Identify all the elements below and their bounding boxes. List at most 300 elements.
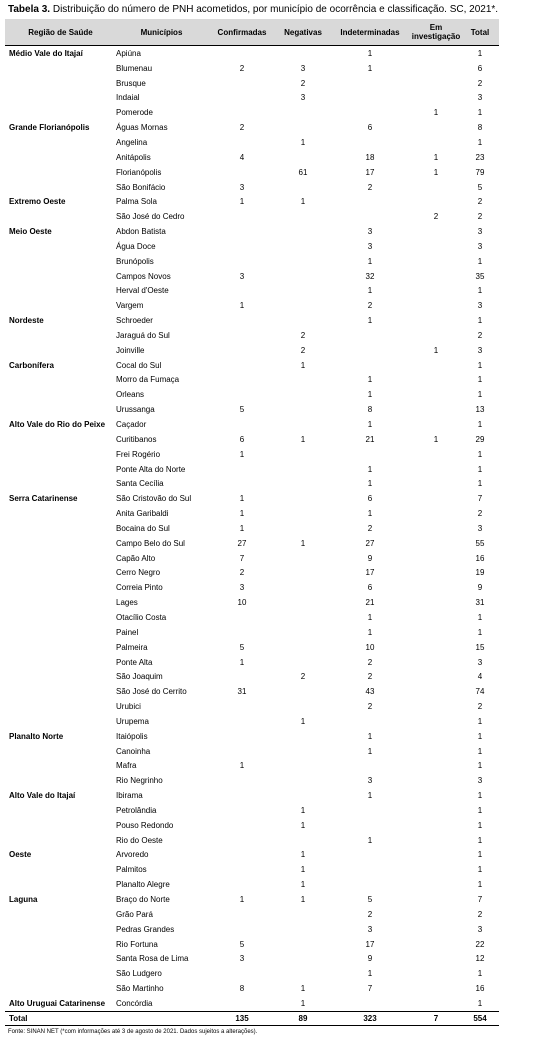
indeterminadas-cell: 2 xyxy=(367,672,373,682)
municipio-cell: Otacílio Costa xyxy=(116,612,167,622)
regiao-cell xyxy=(5,580,116,595)
table-header-row xyxy=(5,19,499,46)
regiao-cell xyxy=(5,951,116,966)
total-cell: 2 xyxy=(477,909,483,919)
em-investigacao-cell xyxy=(411,328,461,343)
municipio-cell: Capão Alto xyxy=(116,553,156,563)
em-investigacao-cell xyxy=(411,521,461,536)
total-cell: 1 xyxy=(477,880,483,890)
em-investigacao-cell xyxy=(411,759,461,774)
total-cell: 1 xyxy=(477,464,483,474)
confirmadas-cell: 4 xyxy=(239,152,245,162)
header-total: Total xyxy=(461,19,499,46)
confirmadas-cell xyxy=(207,699,277,714)
total-cell: 2 xyxy=(477,197,483,207)
indeterminadas-cell: 1 xyxy=(367,420,373,430)
total-cell: 3 xyxy=(477,924,483,934)
municipio-cell: Concórdia xyxy=(116,998,153,1008)
table-row xyxy=(5,566,499,581)
regiao-cell xyxy=(5,625,116,640)
confirmadas-cell xyxy=(207,417,277,432)
total-negativas: 89 xyxy=(277,1011,329,1025)
regiao-cell xyxy=(5,105,116,120)
confirmadas-cell xyxy=(207,922,277,937)
em-investigacao-cell xyxy=(411,625,461,640)
table-row xyxy=(5,699,499,714)
municipio-cell: São Joaquim xyxy=(116,672,163,682)
municipio-cell: Caçador xyxy=(116,420,147,430)
regiao-cell: Médio Vale do Itajaí xyxy=(9,48,83,58)
total-cell: 1 xyxy=(477,820,483,830)
municipio-cell: Pedras Grandes xyxy=(116,924,175,934)
table-row xyxy=(5,729,499,744)
indeterminadas-cell: 3 xyxy=(367,227,373,237)
table-row xyxy=(5,803,499,818)
em-investigacao-cell: 1 xyxy=(433,345,439,355)
confirmadas-cell xyxy=(207,462,277,477)
indeterminadas-cell xyxy=(329,759,411,774)
confirmadas-cell xyxy=(207,209,277,224)
total-cell: 29 xyxy=(475,434,485,444)
table-row xyxy=(5,417,499,432)
table-row xyxy=(5,328,499,343)
total-cell: 9 xyxy=(477,583,483,593)
negativas-cell xyxy=(277,387,329,402)
total-total: 554 xyxy=(461,1011,499,1025)
negativas-cell xyxy=(277,506,329,521)
em-investigacao-cell xyxy=(411,640,461,655)
indeterminadas-cell: 8 xyxy=(367,405,373,415)
em-investigacao-cell xyxy=(411,462,461,477)
regiao-cell xyxy=(5,744,116,759)
table-row xyxy=(5,150,499,165)
table-row xyxy=(5,744,499,759)
indeterminadas-cell xyxy=(329,818,411,833)
indeterminadas-cell: 6 xyxy=(367,123,373,133)
em-investigacao-cell xyxy=(411,476,461,491)
confirmadas-cell xyxy=(207,313,277,328)
total-cell: 1 xyxy=(477,286,483,296)
confirmadas-cell xyxy=(207,848,277,863)
regiao-cell xyxy=(5,536,116,551)
table-row xyxy=(5,788,499,803)
em-investigacao-cell xyxy=(411,373,461,388)
regiao-cell xyxy=(5,402,116,417)
indeterminadas-cell: 1 xyxy=(367,464,373,474)
regiao-cell xyxy=(5,269,116,284)
negativas-cell xyxy=(277,907,329,922)
municipio-cell: Cerro Negro xyxy=(116,568,161,578)
municipio-cell: Palmitos xyxy=(116,865,147,875)
em-investigacao-cell xyxy=(411,966,461,981)
em-investigacao-cell xyxy=(411,699,461,714)
municipio-cell: Ponte Alta xyxy=(116,657,153,667)
em-investigacao-cell: 2 xyxy=(433,212,439,222)
table-row xyxy=(5,521,499,536)
total-cell: 7 xyxy=(477,895,483,905)
indeterminadas-cell xyxy=(329,328,411,343)
source-note: Fonte: SINAN NET (*com informações até 3 de agosto de 2021. Dados sujeitos a alterações). xyxy=(8,1029,258,1035)
em-investigacao-cell xyxy=(411,744,461,759)
total-cell: 23 xyxy=(475,152,485,162)
table-row xyxy=(5,625,499,640)
indeterminadas-cell xyxy=(329,91,411,106)
total-cell: 1 xyxy=(477,835,483,845)
municipio-cell: Rio Negrinho xyxy=(116,776,163,786)
em-investigacao-cell xyxy=(411,669,461,684)
municipio-cell: São Bonifácio xyxy=(116,182,166,192)
table-row xyxy=(5,46,499,61)
table-row xyxy=(5,432,499,447)
regiao-cell xyxy=(5,373,116,388)
total-cell: 74 xyxy=(475,687,485,697)
confirmadas-cell xyxy=(207,669,277,684)
negativas-cell xyxy=(277,759,329,774)
municipio-cell: Urubici xyxy=(116,702,141,712)
municipio-cell: Ibirama xyxy=(116,791,143,801)
municipio-cell: Pouso Redondo xyxy=(116,820,174,830)
em-investigacao-cell xyxy=(411,788,461,803)
table-row xyxy=(5,120,499,135)
negativas-cell: 1 xyxy=(300,538,306,548)
total-cell: 1 xyxy=(477,805,483,815)
municipio-cell: Indaial xyxy=(116,93,140,103)
table-row xyxy=(5,610,499,625)
negativas-cell xyxy=(277,580,329,595)
negativas-cell xyxy=(277,462,329,477)
total-cell: 1 xyxy=(477,850,483,860)
negativas-cell xyxy=(277,120,329,135)
municipio-cell: Orleans xyxy=(116,390,145,400)
table-title-label: Tabela 3. xyxy=(8,4,51,15)
confirmadas-cell xyxy=(207,833,277,848)
total-cell: 16 xyxy=(475,984,485,994)
table-row xyxy=(5,402,499,417)
municipio-cell: Apiúna xyxy=(116,48,141,58)
municipio-cell: Rio Fortuna xyxy=(116,939,158,949)
municipio-cell: Brusque xyxy=(116,78,146,88)
negativas-cell: 1 xyxy=(300,850,306,860)
indeterminadas-cell xyxy=(329,209,411,224)
indeterminadas-cell: 17 xyxy=(365,167,375,177)
table-row xyxy=(5,669,499,684)
negativas-cell xyxy=(277,699,329,714)
em-investigacao-cell xyxy=(411,284,461,299)
regiao-cell: Nordeste xyxy=(9,316,44,326)
table-row xyxy=(5,640,499,655)
negativas-cell xyxy=(277,640,329,655)
regiao-cell xyxy=(5,432,116,447)
negativas-cell xyxy=(277,551,329,566)
regiao-cell xyxy=(5,862,116,877)
confirmadas-cell xyxy=(207,46,277,61)
total-cell: 3 xyxy=(477,657,483,667)
negativas-cell: 61 xyxy=(298,167,308,177)
regiao-cell xyxy=(5,922,116,937)
table-row xyxy=(5,536,499,551)
table-row xyxy=(5,877,499,892)
total-confirmadas: 135 xyxy=(207,1011,277,1025)
indeterminadas-cell: 2 xyxy=(367,301,373,311)
indeterminadas-cell: 1 xyxy=(367,791,373,801)
municipio-cell: Grão Pará xyxy=(116,909,153,919)
confirmadas-cell xyxy=(207,966,277,981)
indeterminadas-cell: 17 xyxy=(365,939,375,949)
municipio-cell: Braço do Norte xyxy=(116,895,170,905)
confirmadas-cell xyxy=(207,91,277,106)
total-cell: 3 xyxy=(477,523,483,533)
em-investigacao-cell xyxy=(411,239,461,254)
total-cell: 35 xyxy=(475,271,485,281)
total-cell: 1 xyxy=(477,612,483,622)
em-investigacao-cell xyxy=(411,551,461,566)
municipio-cell: São Ludgero xyxy=(116,969,162,979)
regiao-cell xyxy=(5,773,116,788)
total-cell: 1 xyxy=(477,360,483,370)
confirmadas-cell: 1 xyxy=(239,657,245,667)
negativas-cell xyxy=(277,655,329,670)
table-title xyxy=(8,4,498,15)
regiao-cell xyxy=(5,877,116,892)
negativas-cell: 3 xyxy=(300,93,306,103)
em-investigacao-cell xyxy=(411,729,461,744)
negativas-cell xyxy=(277,402,329,417)
municipio-cell: Urupema xyxy=(116,716,149,726)
total-cell: 3 xyxy=(477,227,483,237)
em-investigacao-cell xyxy=(411,224,461,239)
indeterminadas-cell: 1 xyxy=(367,509,373,519)
negativas-cell xyxy=(277,625,329,640)
confirmadas-cell xyxy=(207,729,277,744)
regiao-cell xyxy=(5,566,116,581)
table-row xyxy=(5,224,499,239)
total-cell: 7 xyxy=(477,494,483,504)
table-row xyxy=(5,476,499,491)
table-row xyxy=(5,580,499,595)
regiao-cell xyxy=(5,254,116,269)
total-cell: 2 xyxy=(477,212,483,222)
em-investigacao-cell xyxy=(411,951,461,966)
table-title-text: Distribuição do número de PNH acometidos, por município de ocorrência e classificação. SC, 2021*. xyxy=(50,4,499,15)
indeterminadas-cell: 1 xyxy=(367,316,373,326)
regiao-cell xyxy=(5,150,116,165)
municipio-cell: Planalto Alegre xyxy=(116,880,170,890)
total-cell: 12 xyxy=(475,954,485,964)
indeterminadas-cell xyxy=(329,803,411,818)
total-cell: 1 xyxy=(477,479,483,489)
municipio-cell: Urussanga xyxy=(116,405,155,415)
confirmadas-cell: 8 xyxy=(239,984,245,994)
regiao-cell: Serra Catarinense xyxy=(9,494,78,504)
confirmadas-cell xyxy=(207,373,277,388)
confirmadas-cell xyxy=(207,254,277,269)
table-row xyxy=(5,966,499,981)
confirmadas-cell xyxy=(207,773,277,788)
total-cell: 19 xyxy=(475,568,485,578)
regiao-cell xyxy=(5,447,116,462)
negativas-cell xyxy=(277,521,329,536)
table-row xyxy=(5,684,499,699)
negativas-cell: 2 xyxy=(300,672,306,682)
em-investigacao-cell xyxy=(411,862,461,877)
confirmadas-cell xyxy=(207,610,277,625)
table-row xyxy=(5,848,499,863)
confirmadas-cell xyxy=(207,862,277,877)
municipio-cell: Cocal do Sul xyxy=(116,360,162,370)
table-row xyxy=(5,818,499,833)
confirmadas-cell: 1 xyxy=(239,301,245,311)
indeterminadas-cell: 1 xyxy=(367,48,373,58)
indeterminadas-cell: 2 xyxy=(367,182,373,192)
regiao-cell xyxy=(5,655,116,670)
em-investigacao-cell xyxy=(411,91,461,106)
table-row xyxy=(5,135,499,150)
indeterminadas-cell: 1 xyxy=(367,63,373,73)
total-indeterminadas: 323 xyxy=(329,1011,411,1025)
em-investigacao-cell xyxy=(411,194,461,209)
em-investigacao-cell xyxy=(411,120,461,135)
confirmadas-cell: 6 xyxy=(239,434,245,444)
em-investigacao-cell xyxy=(411,313,461,328)
regiao-cell xyxy=(5,699,116,714)
regiao-cell: Alto Vale do Rio do Peixe xyxy=(9,420,106,430)
confirmadas-cell xyxy=(207,358,277,373)
indeterminadas-cell xyxy=(329,76,411,91)
confirmadas-cell: 3 xyxy=(239,583,245,593)
indeterminadas-cell: 6 xyxy=(367,494,373,504)
table-row xyxy=(5,284,499,299)
confirmadas-cell: 3 xyxy=(239,182,245,192)
confirmadas-cell xyxy=(207,76,277,91)
table-row xyxy=(5,61,499,76)
total-cell: 1 xyxy=(477,865,483,875)
confirmadas-cell xyxy=(207,803,277,818)
negativas-cell xyxy=(277,373,329,388)
table-row xyxy=(5,209,499,224)
regiao-cell xyxy=(5,803,116,818)
regiao-cell xyxy=(5,759,116,774)
confirmadas-cell xyxy=(207,387,277,402)
total-cell: 31 xyxy=(475,598,485,608)
negativas-cell: 2 xyxy=(300,78,306,88)
em-investigacao-cell xyxy=(411,610,461,625)
confirmadas-cell xyxy=(207,877,277,892)
em-investigacao-cell xyxy=(411,937,461,952)
table-row xyxy=(5,76,499,91)
confirmadas-cell: 1 xyxy=(239,197,245,207)
table-row xyxy=(5,862,499,877)
total-cell: 8 xyxy=(477,123,483,133)
total-row xyxy=(5,1011,499,1025)
regiao-cell xyxy=(5,76,116,91)
total-cell: 1 xyxy=(477,420,483,430)
em-investigacao-cell xyxy=(411,402,461,417)
municipio-cell: Brunópolis xyxy=(116,256,154,266)
regiao-cell xyxy=(5,284,116,299)
total-cell: 3 xyxy=(477,301,483,311)
em-investigacao-cell xyxy=(411,714,461,729)
confirmadas-cell: 2 xyxy=(239,568,245,578)
confirmadas-cell xyxy=(207,625,277,640)
indeterminadas-cell: 7 xyxy=(367,984,373,994)
em-investigacao-cell xyxy=(411,76,461,91)
municipio-cell: Schroeder xyxy=(116,316,153,326)
municipio-cell: Ponte Alta do Norte xyxy=(116,464,186,474)
table-row xyxy=(5,165,499,180)
municipio-cell: Palmeira xyxy=(116,642,148,652)
indeterminadas-cell: 9 xyxy=(367,954,373,964)
table-row xyxy=(5,298,499,313)
municipio-cell: Arvoredo xyxy=(116,850,149,860)
total-cell: 1 xyxy=(477,731,483,741)
confirmadas-cell: 1 xyxy=(239,449,245,459)
indeterminadas-cell xyxy=(329,194,411,209)
indeterminadas-cell: 2 xyxy=(367,523,373,533)
table-row xyxy=(5,996,499,1011)
negativas-cell xyxy=(277,833,329,848)
total-cell: 1 xyxy=(477,316,483,326)
table-row xyxy=(5,194,499,209)
regiao-cell xyxy=(5,818,116,833)
negativas-cell xyxy=(277,254,329,269)
negativas-cell: 1 xyxy=(300,197,306,207)
em-investigacao-cell xyxy=(411,907,461,922)
negativas-cell: 1 xyxy=(300,434,306,444)
pnh-table xyxy=(5,19,499,1026)
indeterminadas-cell: 2 xyxy=(367,702,373,712)
confirmadas-cell xyxy=(207,744,277,759)
municipio-cell: Morro da Fumaça xyxy=(116,375,180,385)
table-row xyxy=(5,239,499,254)
em-investigacao-cell xyxy=(411,892,461,907)
confirmadas-cell: 3 xyxy=(239,271,245,281)
table-row xyxy=(5,892,499,907)
regiao-cell xyxy=(5,907,116,922)
indeterminadas-cell: 1 xyxy=(367,627,373,637)
regiao-cell xyxy=(5,298,116,313)
total-cell: 4 xyxy=(477,672,483,682)
indeterminadas-cell xyxy=(329,848,411,863)
total-cell: 1 xyxy=(477,716,483,726)
total-cell: 1 xyxy=(477,108,483,118)
header-confirmadas: Confirmadas xyxy=(207,19,277,46)
em-investigacao-cell xyxy=(411,180,461,195)
indeterminadas-cell: 17 xyxy=(365,568,375,578)
indeterminadas-cell xyxy=(329,714,411,729)
em-investigacao-cell xyxy=(411,135,461,150)
table-row xyxy=(5,773,499,788)
negativas-cell xyxy=(277,773,329,788)
municipio-cell: Itaiópolis xyxy=(116,731,148,741)
negativas-cell xyxy=(277,447,329,462)
municipio-cell: Herval d'Oeste xyxy=(116,286,169,296)
confirmadas-cell: 5 xyxy=(239,939,245,949)
confirmadas-cell: 5 xyxy=(239,642,245,652)
negativas-cell xyxy=(277,788,329,803)
em-investigacao-cell: 1 xyxy=(433,434,439,444)
negativas-cell xyxy=(277,105,329,120)
regiao-cell xyxy=(5,714,116,729)
negativas-cell xyxy=(277,180,329,195)
total-municipio xyxy=(116,1011,207,1025)
indeterminadas-cell xyxy=(329,358,411,373)
em-investigacao-cell xyxy=(411,848,461,863)
table-row xyxy=(5,833,499,848)
total-cell: 1 xyxy=(477,256,483,266)
municipio-cell: São José do Cerrito xyxy=(116,687,187,697)
table-row xyxy=(5,655,499,670)
total-cell: 2 xyxy=(477,330,483,340)
